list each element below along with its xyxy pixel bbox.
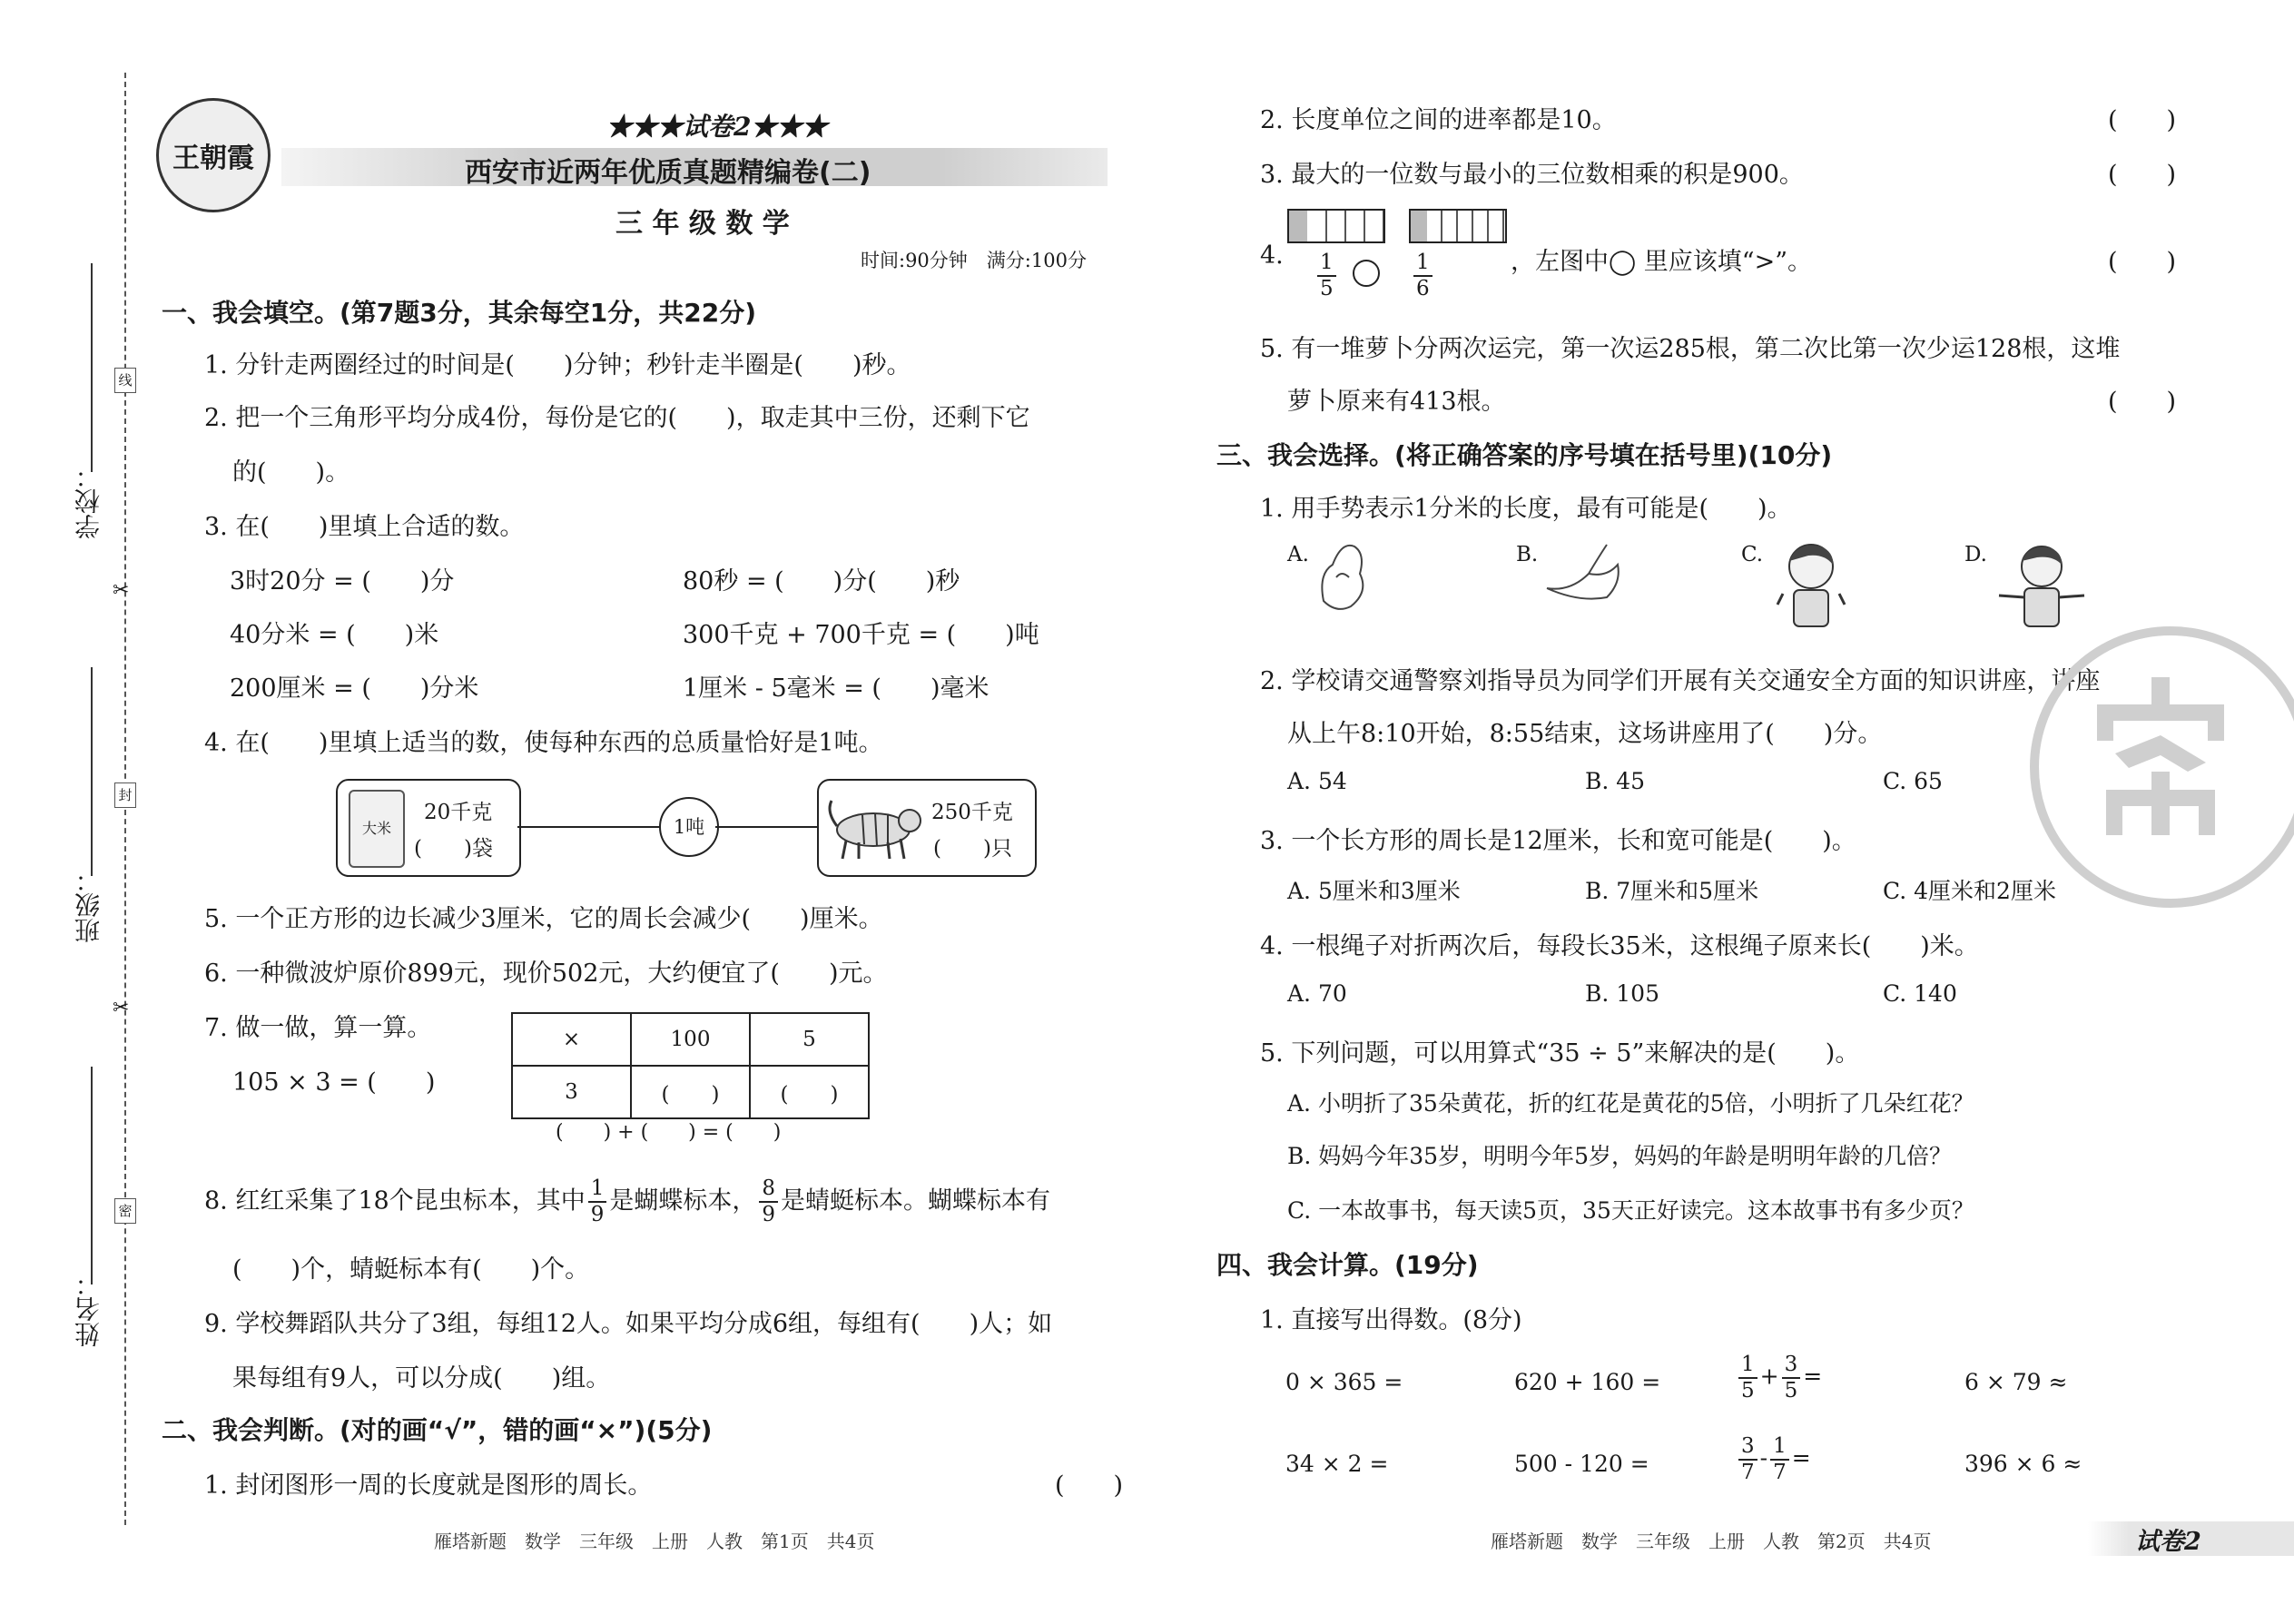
section-3-title: 三、我会选择。(将正确答案的序号填在括号里)(10分) [1216,440,1833,470]
calc-fraction-sub [1736,1434,1811,1485]
fraction-denominator: 6 [1416,277,1430,300]
equals: = [1803,1363,1823,1390]
fraction-one-fifth [1314,251,1339,301]
subject-title: 三 年 级 数 学 [615,208,790,240]
fraction [759,1176,778,1227]
answer-paren[interactable]: ( ) [2108,106,2177,134]
question-1-9-cont: 果每组有9人，可以分成( )组。 [232,1364,611,1393]
answer-paren[interactable]: ( ) [1055,1471,1124,1500]
scissor-icon: ✂ [113,997,130,1019]
fraction-numerator: 1 [1317,251,1336,277]
fraction [1413,251,1433,301]
fraction-numerator: 1 [1770,1434,1789,1461]
hand-gesture-a-icon [1314,537,1373,614]
multiplication-table [511,1012,870,1119]
logo [156,98,271,212]
judge-5-cont: 萝卜原来有413根。 [1287,388,1506,416]
fraction-numerator: 3 [1782,1353,1801,1379]
equals: = [1791,1444,1811,1471]
option[interactable]: A. 小明折了35朵黄花，折的红花是黄花的5倍，小明折了几朵红花？ [1287,1090,1974,1117]
option[interactable]: B. 7厘米和5厘米 [1585,878,1759,904]
choice-2-cont: 从上午8:10开始，8:55结束，这场讲座用了( )分。 [1287,720,1883,748]
rice-weight: 20千克 [424,801,493,824]
q3-item: 80秒 = ( )分( )秒 [683,567,960,595]
calc-item: 396 × 6 ≈ [1964,1451,2082,1477]
tiger-icon [826,793,924,862]
option[interactable]: C. 65 [1883,768,1943,794]
page-footer-left: 雁塔新题 数学 三年级 上册 人教 第1页 共4页 [434,1530,875,1552]
judge-1: 1. 封闭图形一周的长度就是图形的周长。 [204,1471,653,1500]
rice-unit[interactable]: ( )袋 [414,837,493,861]
option[interactable]: B. 妈妈今年35岁，明明今年5岁，妈妈的年龄是明明年龄的几倍？ [1287,1143,1952,1169]
fraction-numerator: 8 [759,1176,778,1203]
option[interactable]: C. 一本故事书，每天读5页，35天正好读完。这本故事书有多少页？ [1287,1197,1974,1224]
question-1-1: 1. 分针走两圈经过的时间是( )分钟；秒针走半圈是( )秒。 [204,351,911,379]
school-label: 学校： [74,463,103,539]
option-label[interactable]: D. [1964,543,1987,566]
bar-segments [1308,211,1383,241]
fraction-denominator: 7 [1773,1461,1787,1484]
fraction-denominator: 5 [1320,277,1334,300]
operator: + [1759,1363,1779,1390]
q7-sum: ( ) + ( ) = ( ) [556,1121,782,1144]
q3-item: 200厘米 = ( )分米 [230,674,479,703]
class-label: 班级： [74,867,103,943]
tiger-unit[interactable]: ( )只 [933,837,1012,861]
fraction-denominator: 9 [762,1203,775,1226]
answer-paren[interactable]: ( ) [2108,161,2177,189]
logo-name: 王朝霞 [172,143,254,174]
seal-mark-seal: 封 [114,782,136,808]
fraction-numerator: 3 [1738,1434,1757,1461]
option[interactable]: C. 140 [1883,980,1957,1007]
option[interactable]: A. 70 [1287,980,1347,1007]
question-1-8 [204,1176,1050,1227]
question-1-6: 6. 一种微波炉原价899元，现价502元，大约便宜了( )元。 [204,960,888,988]
tiger-weight: 250千克 [931,801,1013,824]
judge-2: 2. 长度单位之间的进率都是10。 [1260,106,1617,134]
q3-item: 40分米 = ( )米 [230,621,439,649]
rice-bag-icon [349,790,405,868]
fraction [1782,1353,1801,1403]
option-label[interactable]: B. [1516,543,1539,566]
table-cell: 5 [750,1013,869,1066]
calc-item: 500 - 120 = [1514,1451,1649,1477]
option[interactable]: C. 4厘米和2厘米 [1883,878,2056,904]
seal-mark-secret: 密 [114,1198,136,1224]
exam-tag: 试卷2 [2135,1528,2201,1556]
q7-equation: 105 × 3 = ( ) [232,1068,436,1097]
q8-text: 是蝴蝶标本， [609,1186,757,1216]
option[interactable]: B. 105 [1585,980,1659,1007]
q3-item: 3时20分 = ( )分 [230,567,455,595]
fraction [1738,1353,1757,1403]
connector-line [517,826,661,828]
judge-4-text: ，左图中◯ 里应该填“>”。 [1511,248,1813,276]
choice-1: 1. 用手势表示1分米的长度，最有可能是( )。 [1260,495,1792,523]
table-cell: 100 [631,1013,750,1066]
choice-4: 4. 一根绳子对折两次后，每段长35米，这根绳子原来长( )米。 [1260,932,1979,960]
bar-segments [1427,211,1505,241]
calc-item: 34 × 2 = [1285,1451,1389,1477]
question-1-2-cont: 的( )。 [232,458,350,487]
section-1-title: 一、我会填空。(第7题3分，其余每空1分，共22分) [162,298,757,328]
time-info: 时间:90分钟 满分:100分 [861,250,1087,271]
fraction [1317,251,1336,301]
calc-item: 620 + 160 = [1514,1369,1661,1395]
q8-text: 8. 红红采集了18个昆虫标本，其中 [204,1186,586,1216]
operator: - [1759,1444,1768,1471]
fraction-bar-sixths [1409,209,1507,243]
calc-item: 6 × 79 ≈ [1964,1369,2068,1395]
fraction-denominator: 5 [1741,1379,1755,1403]
answer-paren[interactable]: ( ) [2108,388,2177,416]
question-1-7: 7. 做一做，算一算。 [204,1014,432,1042]
rice-label: 大米 [361,820,391,837]
choice-2: 2. 学校请交通警察刘指导员为同学们开展有关交通安全方面的知识讲座，讲座 [1260,667,2101,695]
hand-gesture-b-icon [1543,537,1625,605]
rice-box [336,779,521,877]
question-1-9: 9. 学校舞蹈队共分了3组，每组12人。如果平均分成6组，每组有( )人；如 [204,1310,1053,1338]
compare-circle[interactable] [1353,260,1380,287]
section-4-title: 四、我会计算。(19分) [1216,1250,1479,1280]
option-label[interactable]: C. [1741,543,1764,566]
question-1-4: 4. 在( )里填上适当的数，使每种东西的总质量恰好是1吨。 [204,729,883,757]
answer-paren[interactable]: ( ) [2108,248,2177,276]
table-cell[interactable]: ( ) [631,1066,750,1118]
exam-badge: ★★★试卷2★★★ [606,112,828,142]
calc-item: 0 × 365 = [1285,1369,1403,1395]
judge-3: 3. 最大的一位数与最小的三位数相乘的积是900。 [1260,161,1804,189]
judge-5: 5. 有一堆萝卜分两次运完，第一次运285根，第二次比第一次少运128根，这堆 [1260,335,2121,363]
choice-5: 5. 下列问题，可以用算式“35 ÷ 5”来解决的是( )。 [1260,1039,1860,1068]
question-1-5: 5. 一个正方形的边长减少3厘米，它的周长会减少( )厘米。 [204,905,883,933]
table-cell[interactable]: ( ) [750,1066,869,1118]
fraction [588,1176,607,1227]
page-footer-right: 雁塔新题 数学 三年级 上册 人教 第2页 共4页 [1491,1530,1932,1552]
connector-line [715,826,817,828]
tiger-box [817,779,1037,877]
fraction-one-sixth [1411,251,1435,301]
q3-item: 1厘米 - 5毫米 = ( )毫米 [683,674,989,703]
one-ton-circle: 1吨 [659,797,719,857]
child-gesture-c-icon [1770,539,1852,635]
fraction-denominator: 5 [1784,1379,1798,1403]
calc-1: 1. 直接写出得数。(8分) [1260,1306,1522,1334]
q3-item: 300千克 + 700千克 = ( )吨 [683,621,1039,649]
scissor-icon: ✂ [113,579,130,602]
fraction-denominator: 9 [590,1203,605,1226]
option[interactable]: B. 45 [1585,768,1646,794]
judge-4-num: 4. [1260,241,1284,270]
question-1-2: 2. 把一个三角形平均分成4份，每份是它的( )，取走其中三份，还剩下它 [204,404,1030,432]
page-title: 西安市近两年优质真题精编卷(二) [465,157,871,189]
table-cell: 3 [512,1066,631,1118]
name-blank[interactable] [91,1067,93,1284]
fraction-denominator: 7 [1741,1461,1755,1484]
choice-3: 3. 一个长方形的周长是12厘米，长和宽可能是( )。 [1260,827,1856,855]
fraction-bar-fifths [1287,209,1385,243]
option[interactable]: A. 54 [1287,768,1347,794]
option-label[interactable]: A. [1287,543,1309,566]
section-2-title: 二、我会判断。(对的画“√”，错的画“×”)(5分) [162,1415,713,1445]
calc-fraction-add [1736,1353,1822,1403]
question-1-3: 3. 在( )里填上合适的数。 [204,513,525,541]
secret-seal-glyph [2079,672,2242,844]
class-blank[interactable] [91,667,93,876]
seal-mark-line: 线 [114,368,136,393]
fraction [1770,1434,1789,1485]
fraction-numerator: 1 [1413,251,1433,277]
name-label: 姓名： [74,1271,103,1347]
fraction-numerator: 1 [588,1176,607,1203]
question-1-8-cont: ( )个，蜻蜓标本有( )个。 [232,1255,590,1284]
child-gesture-d-icon [1994,539,2090,635]
fraction-numerator: 1 [1738,1353,1757,1379]
school-blank[interactable] [91,263,93,472]
option[interactable]: A. 5厘米和3厘米 [1287,878,1461,904]
q8-text: 是蜻蜓标本。蝴蝶标本有 [780,1186,1050,1216]
fraction [1738,1434,1757,1485]
table-cell: × [512,1013,631,1066]
